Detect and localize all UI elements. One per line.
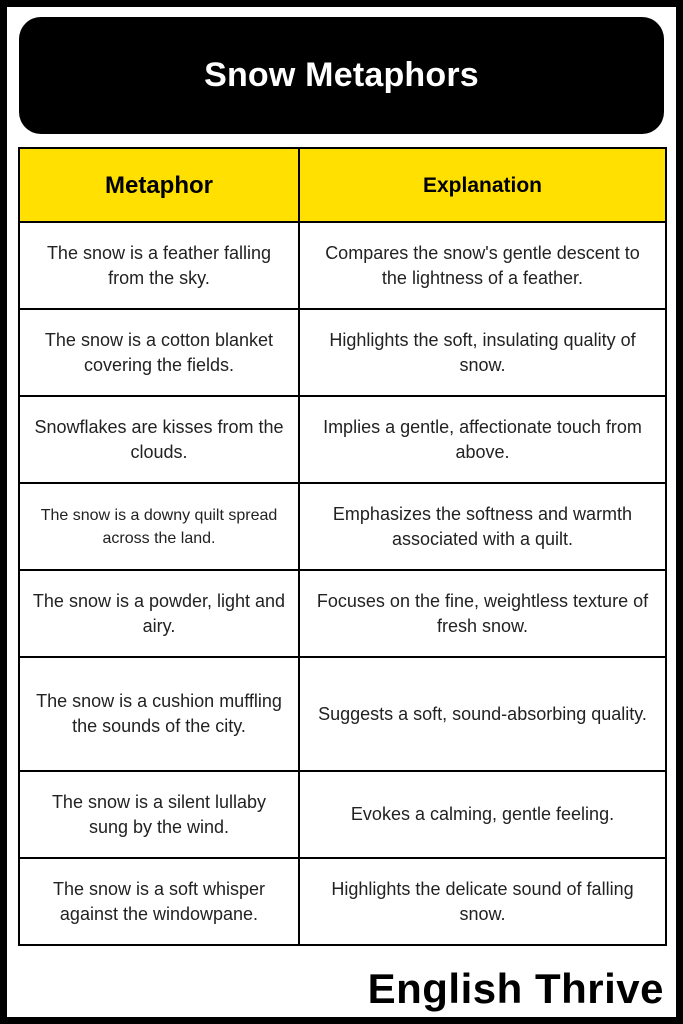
column-header-metaphor: Metaphor: [19, 148, 299, 222]
column-header-explanation: Explanation: [299, 148, 666, 222]
metaphor-cell: The snow is a soft whisper against the windowpane.: [19, 858, 299, 945]
table-row: [19, 222, 666, 309]
table-row: [19, 771, 666, 858]
explanation-cell: Implies a gentle, affectionate touch from above.: [299, 396, 666, 483]
explanation-cell: Focuses on the fine, weightless texture of fresh snow.: [299, 570, 666, 657]
explanation-cell: Emphasizes the softness and warmth associated with a quilt.: [299, 483, 666, 570]
metaphor-cell: The snow is a powder, light and airy.: [19, 570, 299, 657]
table-row: [19, 657, 666, 771]
metaphor-cell: The snow is a silent lullaby sung by the wind.: [19, 771, 299, 858]
table-row: [19, 570, 666, 657]
page-title: Snow Metaphors: [204, 56, 479, 94]
brand-footer: English Thrive: [367, 965, 664, 1012]
table-row: [19, 858, 666, 945]
explanation-cell: Highlights the delicate sound of falling snow.: [299, 858, 666, 945]
table-row: [19, 483, 666, 570]
explanation-cell: Suggests a soft, sound-absorbing quality.: [299, 657, 666, 771]
explanation-cell: Compares the snow's gentle descent to the lightness of a feather.: [299, 222, 666, 309]
explanation-cell: Evokes a calming, gentle feeling.: [299, 771, 666, 858]
metaphor-cell: The snow is a downy quilt spread across the land.: [19, 483, 299, 570]
metaphor-cell: Snowflakes are kisses from the clouds.: [19, 396, 299, 483]
explanation-cell: Highlights the soft, insulating quality of snow.: [299, 309, 666, 396]
metaphor-cell: The snow is a feather falling from the sky.: [19, 222, 299, 309]
metaphor-cell: The snow is a cotton blanket covering the fields.: [19, 309, 299, 396]
table-row: [19, 309, 666, 396]
table-header-row: [19, 148, 666, 222]
metaphor-table: [18, 147, 667, 946]
table-row: [19, 396, 666, 483]
metaphor-cell: The snow is a cushion muffling the sounds of the city.: [19, 657, 299, 771]
title-banner: [19, 17, 664, 134]
page-frame: [7, 7, 676, 1017]
